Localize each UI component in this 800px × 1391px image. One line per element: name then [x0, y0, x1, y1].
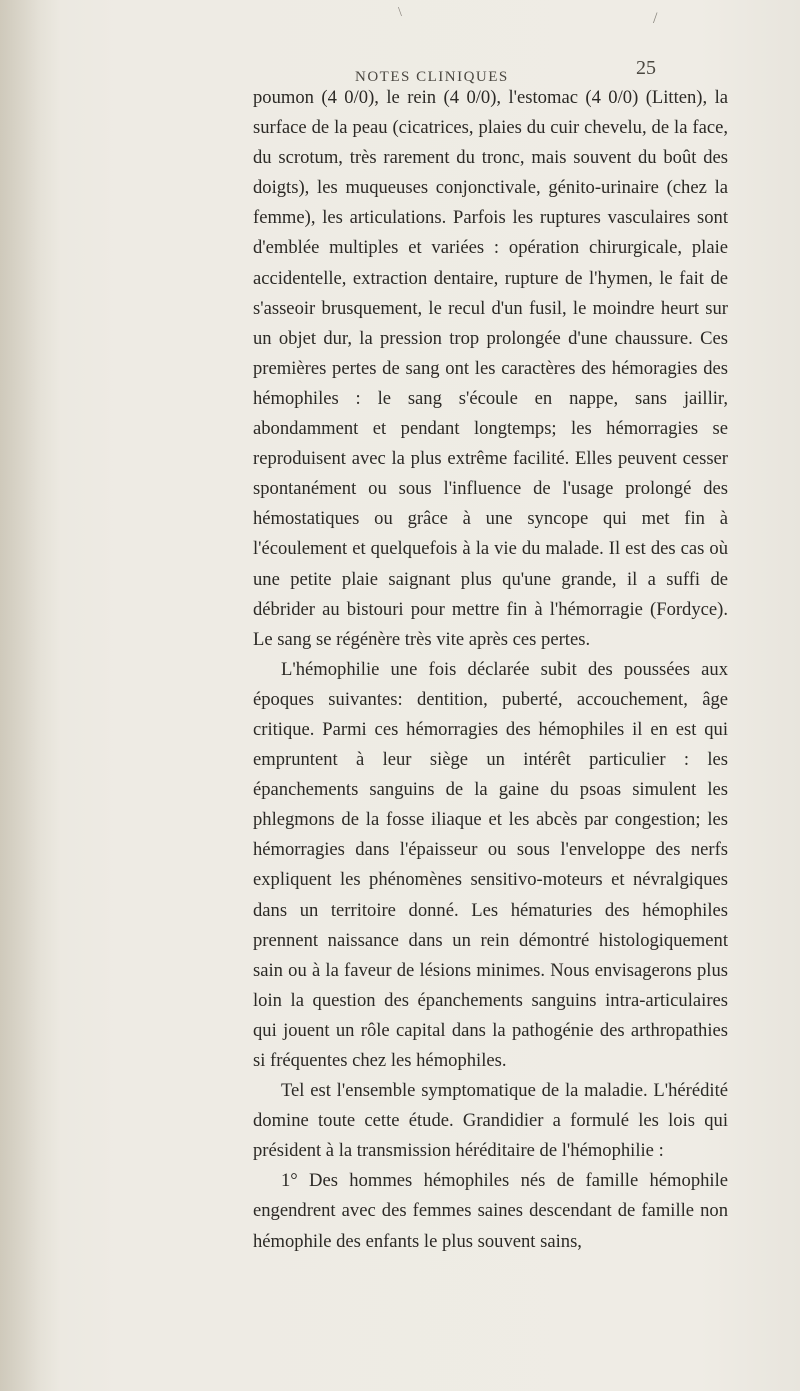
- paragraph: L'hémophilie une fois déclarée subit des poussées aux époques suivantes: dentition, puberté, accouchement, âge critique. Parmi ces hémorragies des hémophiles il en est qui empruntent à leur siège un intérêt particulier : les épanchements sanguins de la gaine du psoas simulent les phlegmons de la fosse iliaque et les abcès par congestion; les hémorragies dans l'épaisseur ou sous l'enveloppe des nerfs expliquent les phénomènes sensitivo-moteurs et névralgiques dans un territoire donné. Les hématuries des hémophiles prennent naissance dans un rein démontré histologiquement sain ou à la faveur de lésions minimes. Nous envisagerons plus loin la question des épanchements sanguins intra-articulaires qui jouent un rôle capital dans la pathogénie des arthropathies si fréquentes chez les hémophiles.: [253, 658, 728, 1071]
- binding-shadow: [0, 0, 60, 1391]
- paragraph: poumon (4 0/0), le rein (4 0/0), l'estomac (4 0/0) (Litten), la surface de la peau (cicatrices, plaies du cuir chevelu, de la face, du scrotum, très rarement du tronc, mais souvent du boût des doigts), les muqueuses conjonctivale, génito-urinaire (chez la femme), les articulations. Parfois les ruptures vasculaires sont d'emblée multiples et variées : opération chirurgicale, plaie accidentelle, extraction dentaire, rupture de l'hymen, le fait de s'asseoir brusquement, le recul d'un fusil, le moindre heurt sur un objet dur, la pression trop prolongée d'une chaussure. Ces premières pertes de sang ont les caractères des hémoragies des hémophiles : le sang s'écoule en nappe, sans jaillir, abondamment et pendant longtemps; les hémorragies se reproduisent avec la plus extrême facilité. Elles peuvent cesser spontanément ou sous l'influence de l'usage prolongé des hémostatiques ou grâce à une syncope qui met fin à l'écoulement et quelquefois à la vie du malade. Il est des cas où une petite plaie saignant plus qu'une grande, il a suffi de débrider au bistouri pour mettre fin à l'hémorragie (Fordyce). Le sang se régénère très vite après ces pertes.: [253, 87, 728, 650]
- paragraph: 1° Des hommes hémophiles nés de famille hémophile engendrent avec des femmes saines descendant de famille non hémophile des enfants le plus souvent sains,: [253, 1170, 728, 1252]
- running-title: NOTES CLINIQUES: [355, 69, 509, 85]
- margin-mark-slash: /: [653, 10, 658, 27]
- paragraph: Tel est l'ensemble symptomatique de la maladie. L'hérédité domine toute cette étude. Grandidier a formulé les lois qui président à la transmission héréditaire de l'hémophilie :: [253, 1080, 728, 1162]
- body-text: [253, 83, 728, 1257]
- margin-mark-v: \: [398, 5, 402, 20]
- page-number: 25: [636, 57, 656, 79]
